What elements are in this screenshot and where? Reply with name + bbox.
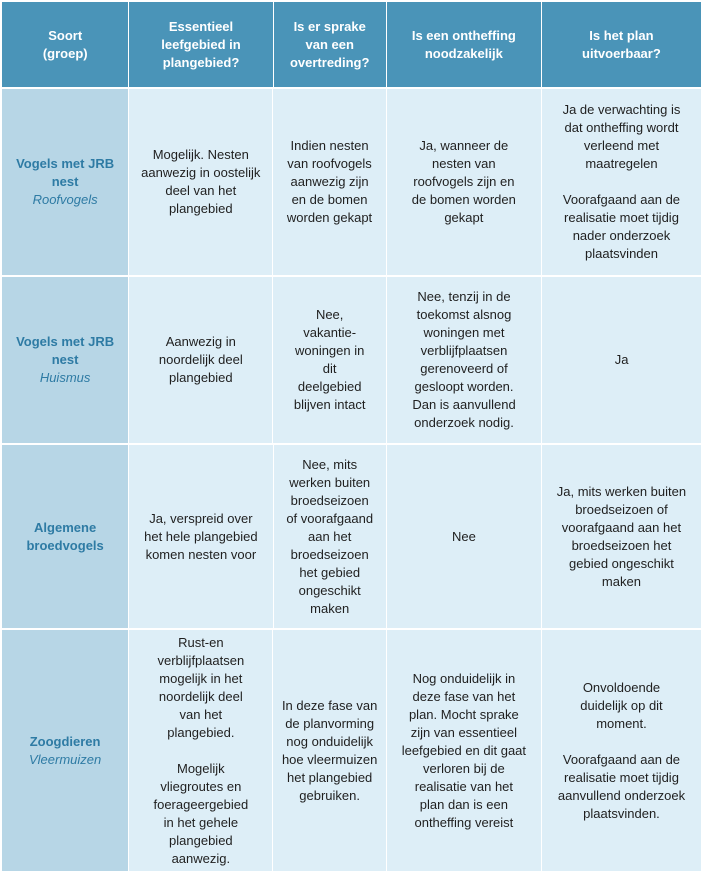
header-uitvoerbaar: Is het plan uitvoerbaar? bbox=[582, 27, 661, 61]
species-name: Algemene broedvogels bbox=[26, 519, 104, 553]
ontheffing-text: Nee bbox=[451, 528, 476, 544]
overtreding-cell bbox=[273, 89, 385, 275]
leefgebied-cell bbox=[129, 445, 272, 628]
overtreding-cell bbox=[273, 630, 385, 871]
ontheffing-cell bbox=[387, 277, 541, 443]
species-cell bbox=[2, 630, 128, 871]
table-row bbox=[2, 628, 701, 871]
species-subgroup: Vleermuizen bbox=[28, 751, 102, 767]
species-cell bbox=[2, 89, 128, 275]
overtreding-cell bbox=[273, 277, 385, 443]
header-overtreding: Is er sprake van een overtreding? bbox=[289, 18, 370, 70]
ontheffing-cell bbox=[387, 630, 541, 871]
species-name: Vogels met JRB nest bbox=[16, 156, 115, 189]
species-cell bbox=[2, 445, 128, 628]
species-subgroup: Huismus bbox=[39, 370, 91, 385]
uitvoerbaar-text: Ja bbox=[614, 352, 629, 367]
leefgebied-text-1: Rust-en verblijfplaatsen mogelijk in het noordelijk deel van het plangebied. bbox=[157, 634, 245, 740]
overtreding-text: Nee, vakantie-woningen in dit deelgebied blijven intact bbox=[293, 307, 366, 412]
uitvoerbaar-cell bbox=[542, 277, 701, 443]
uitvoerbaar-text: Ja, mits werken buiten broedseizoen of voorafgaand aan het broedseizoen het gebied ongeschikt maken bbox=[556, 483, 687, 589]
overtreding-text: Indien nesten van roofvogels aanwezig zijn en de bomen worden gekapt bbox=[286, 138, 373, 225]
header-soort: Soort (groep) bbox=[42, 27, 88, 61]
leefgebied-cell bbox=[129, 89, 272, 275]
species-subgroup: Roofvogels bbox=[32, 192, 98, 207]
leefgebied-text: Mogelijk. Nesten aanwezig in oostelijk deel van het plangebied bbox=[141, 147, 261, 216]
ontheffing-cell bbox=[387, 89, 541, 275]
header-essentieel-leefgebied: Essentieel leefgebied in plangebied? bbox=[161, 18, 241, 70]
uitvoerbaar-text-1: Ja de verwachting is dat ontheffing wordt verleend met maatregelen bbox=[562, 102, 681, 171]
leefgebied-text-2: Mogelijk vliegroutes en foerageergebied in het gehele plangebied aanwezig. bbox=[153, 760, 249, 866]
leefgebied-cell bbox=[129, 630, 272, 871]
table-row bbox=[2, 443, 701, 628]
uitvoerbaar-text-2: Voorafgaand aan de realisatie moet tijdig aanvullend onderzoek plaatsvinden. bbox=[557, 751, 686, 821]
uitvoerbaar-text-1: Onvoldoende duidelijk op dit moment. bbox=[580, 679, 663, 731]
overtreding-text: Nee, mits werken buiten broedseizoen of voorafgaand aan het broedseizoen het gebied ongeschikt maken bbox=[286, 456, 374, 616]
leefgebied-text: Ja, verspreid over het hele plangebied komen nesten voor bbox=[144, 510, 258, 562]
table-row bbox=[2, 275, 701, 443]
ontheffing-cell bbox=[387, 445, 541, 628]
species-name: Vogels met JRB nest bbox=[16, 334, 115, 367]
ontheffing-text: Nee, tenzij in de toekomst alsnog woningen met verblijfplaatsen gerenoveerd of gesloopt worden. Dan is aanvullend onderzoek nodig. bbox=[412, 289, 516, 430]
uitvoerbaar-cell bbox=[542, 89, 701, 275]
header-ontheffing: Is een ontheffing noodzakelijk bbox=[411, 27, 516, 61]
ontheffing-text: Nog onduidelijk in deze fase van het plan. Mocht sprake zijn van essentieel leefgebied en dit gaat verloren bij de realisatie van het plan dan is een ontheffing vereist bbox=[401, 670, 527, 830]
species-assessment-table bbox=[2, 2, 701, 871]
leefgebied-cell bbox=[129, 277, 272, 443]
uitvoerbaar-cell bbox=[542, 445, 701, 628]
overtreding-text: In deze fase van de planvorming nog onduidelijk hoe vleermuizen het plangebied gebruiken. bbox=[281, 697, 378, 803]
overtreding-cell bbox=[274, 445, 386, 628]
ontheffing-text: Ja, wanneer de nesten van roofvogels zijn en de bomen worden gekapt bbox=[411, 138, 516, 225]
table-row bbox=[2, 87, 701, 275]
table-header-row bbox=[2, 2, 701, 87]
species-name: Zoogdieren bbox=[29, 733, 101, 749]
uitvoerbaar-cell bbox=[542, 630, 701, 871]
species-cell bbox=[2, 277, 128, 443]
uitvoerbaar-text-2: Voorafgaand aan de realisatie moet tijdig nader onderzoek plaatsvinden bbox=[562, 192, 681, 261]
leefgebied-text: Aanwezig in noordelijk deel plangebied bbox=[158, 334, 243, 385]
